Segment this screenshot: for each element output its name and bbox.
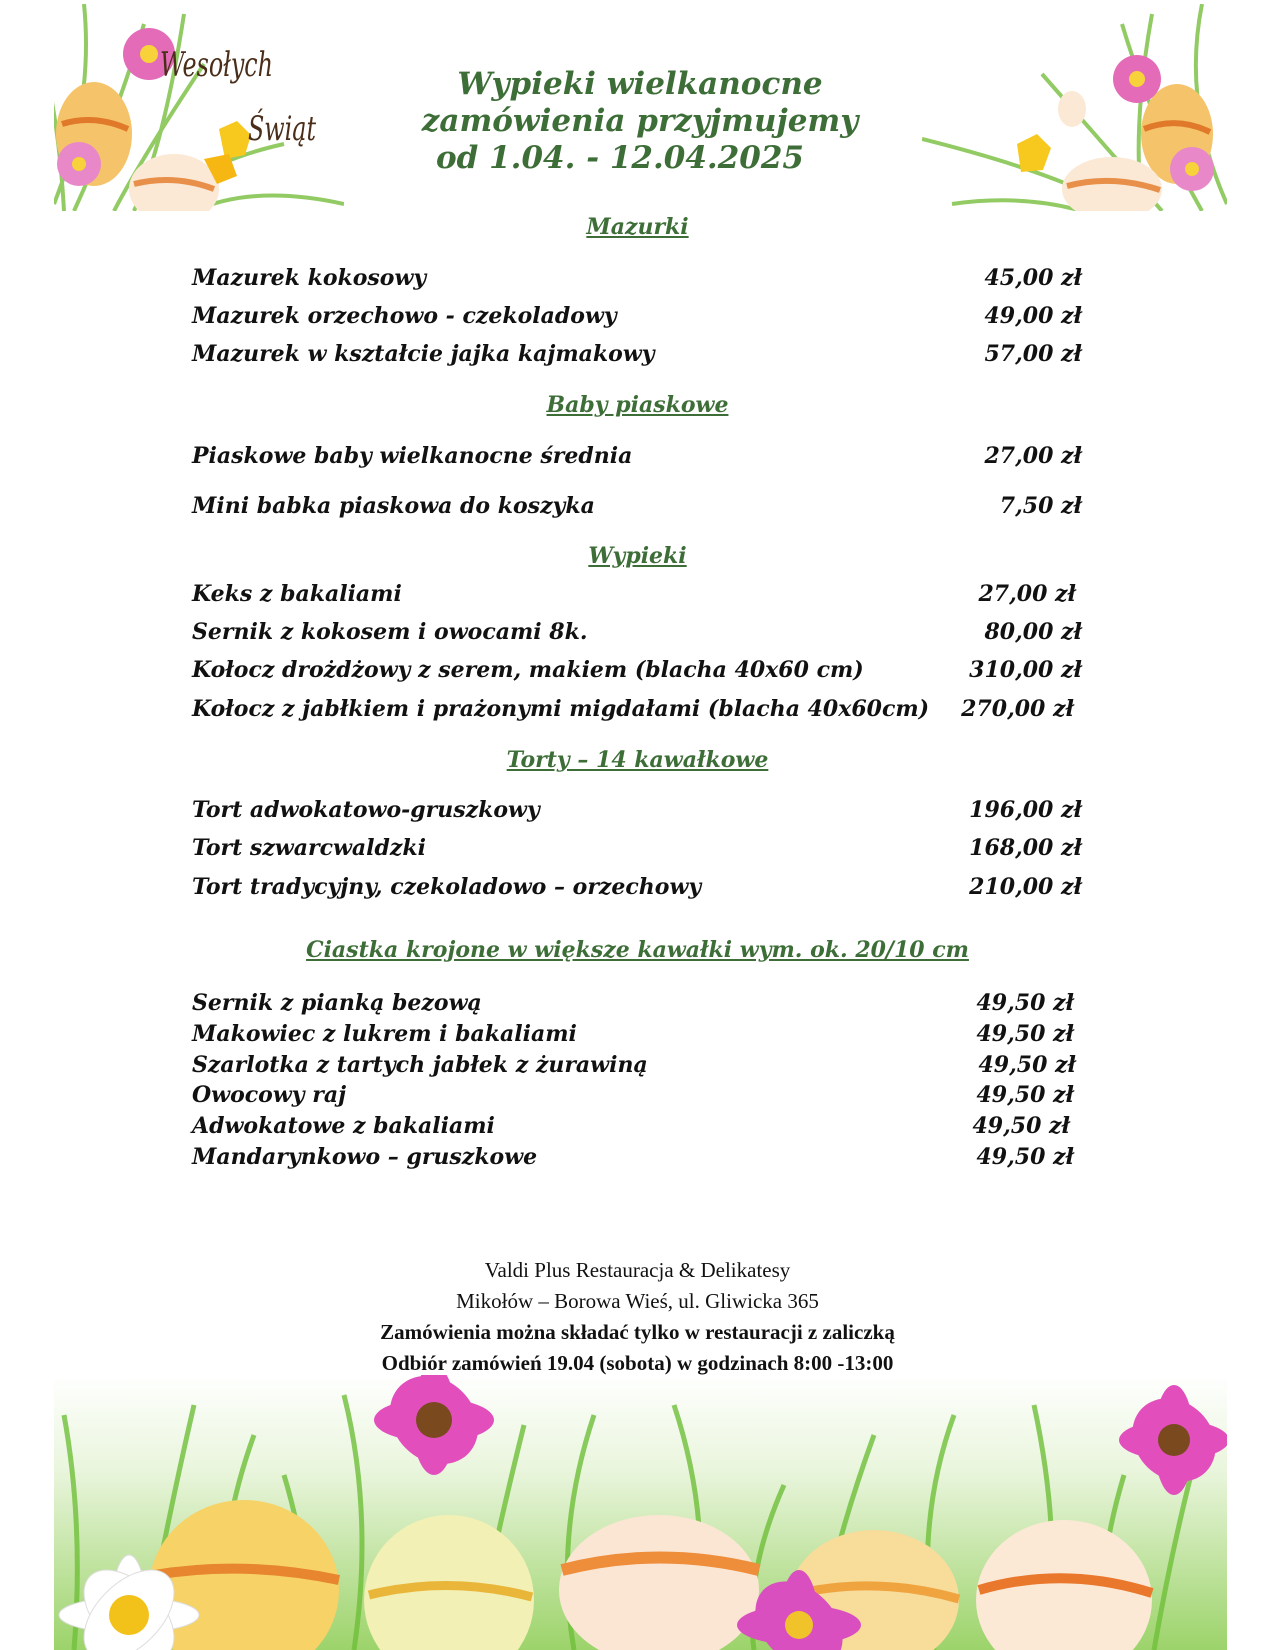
item-name: Tort szwarcwaldzki	[192, 835, 427, 861]
section-title-ciastka: Ciastka krojone w większe kawałki wym. ok. 20/10 cm	[306, 937, 969, 963]
footer-pickup-note: Odbiór zamówień 19.04 (sobota) w godzinach 8:00 -13:00	[381, 1351, 894, 1375]
menu-item	[192, 873, 1082, 901]
item-name: Owocowy raj	[192, 1082, 347, 1108]
item-price: 270,00 zł	[961, 696, 1074, 722]
section-title-torty: Torty – 14 kawałkowe	[506, 747, 769, 773]
menu-item	[192, 442, 1082, 470]
menu-item	[192, 618, 1082, 646]
menu-item	[192, 989, 1082, 1017]
section-title-wypieki: Wypieki	[588, 543, 687, 569]
item-name: Mandarynkowo – gruszkowe	[192, 1144, 538, 1170]
item-price: 27,00 zł	[978, 581, 1076, 607]
menu-item	[192, 302, 1082, 330]
menu-item	[192, 796, 1082, 824]
item-price: 49,50 zł	[976, 1082, 1074, 1108]
menu-item	[192, 1020, 1082, 1048]
menu-item	[192, 340, 1082, 368]
item-name: Piaskowe baby wielkanocne średnia	[192, 443, 633, 469]
menu-item	[192, 1112, 1082, 1140]
item-price: 196,00 zł	[969, 797, 1082, 823]
menu-item	[192, 1143, 1082, 1171]
footer-order-note: Zamówienia można składać tylko w restauracji z zaliczką	[380, 1320, 895, 1344]
item-name: Mini babka piaskowa do koszyka	[192, 493, 595, 519]
item-name: Sernik z pianką bezową	[192, 990, 482, 1016]
item-name: Tort adwokatowo-gruszkowy	[192, 797, 540, 823]
item-price: 49,50 zł	[976, 1144, 1074, 1170]
item-name: Kołocz z jabłkiem i prażonymi migdałami (blacha 40x60cm)	[192, 696, 930, 722]
item-price: 49,00 zł	[984, 303, 1082, 329]
header-dates: od 1.04. - 12.04.2025	[435, 140, 805, 176]
greeting-line-1: Wesołych	[160, 45, 273, 85]
easter-eggs-flowers-illustration	[922, 4, 1227, 211]
easter-decoration-bottom	[54, 1375, 1227, 1650]
item-name: Keks z bakaliami	[192, 581, 402, 607]
item-price: 7,50 zł	[999, 493, 1082, 519]
item-name: Adwokatowe z bakaliami	[192, 1113, 495, 1139]
item-name: Kołocz drożdżowy z serem, makiem (blacha 40x60 cm)	[192, 657, 864, 683]
section-title-mazurki: Mazurki	[586, 214, 689, 240]
menu-item	[192, 492, 1082, 520]
header-title: Wypieki wielkanocne	[457, 66, 823, 102]
menu-item	[192, 580, 1082, 608]
item-name: Mazurek kokosowy	[192, 265, 427, 291]
item-price: 27,00 zł	[984, 443, 1082, 469]
greeting-line-2: Świąt	[248, 109, 317, 149]
item-name: Makowiec z lukrem i bakaliami	[192, 1021, 577, 1047]
item-price: 49,50 zł	[976, 990, 1074, 1016]
item-name: Mazurek w kształcie jajka kajmakowy	[192, 341, 655, 367]
menu-item	[192, 1081, 1082, 1109]
item-price: 57,00 zł	[984, 341, 1082, 367]
item-price: 49,50 zł	[972, 1113, 1070, 1139]
menu-item	[192, 1051, 1082, 1079]
item-price: 49,50 zł	[978, 1052, 1076, 1078]
menu-item	[192, 264, 1082, 292]
header-subtitle: zamówienia przyjmujemy	[421, 103, 859, 139]
item-name: Szarlotka z tartych jabłek z żurawiną	[192, 1052, 648, 1078]
item-price: 310,00 zł	[969, 657, 1082, 683]
item-name: Tort tradycyjny, czekoladowo – orzechowy	[192, 874, 702, 900]
footer-address: Mikołów – Borowa Wieś, ul. Gliwicka 365	[456, 1289, 819, 1313]
item-price: 168,00 zł	[969, 835, 1082, 861]
easter-decoration-right	[922, 4, 1227, 211]
easter-decoration-left	[54, 4, 344, 211]
item-price: 49,50 zł	[976, 1021, 1074, 1047]
easter-eggs-flowers-illustration	[54, 4, 344, 211]
menu-item	[192, 834, 1082, 862]
footer-business-name: Valdi Plus Restauracja & Delikatesy	[484, 1258, 791, 1282]
page-header	[380, 66, 900, 177]
item-price: 210,00 zł	[969, 874, 1082, 900]
section-title-baby-piaskowe: Baby piaskowe	[546, 392, 729, 418]
item-price: 80,00 zł	[984, 619, 1082, 645]
item-name: Sernik z kokosem i owocami 8k.	[192, 619, 588, 645]
easter-eggs-grass-illustration	[54, 1375, 1227, 1650]
menu-item	[192, 656, 1082, 684]
item-price: 45,00 zł	[984, 265, 1082, 291]
item-name: Mazurek orzechowo - czekoladowy	[192, 303, 617, 329]
menu-item	[192, 695, 1082, 723]
